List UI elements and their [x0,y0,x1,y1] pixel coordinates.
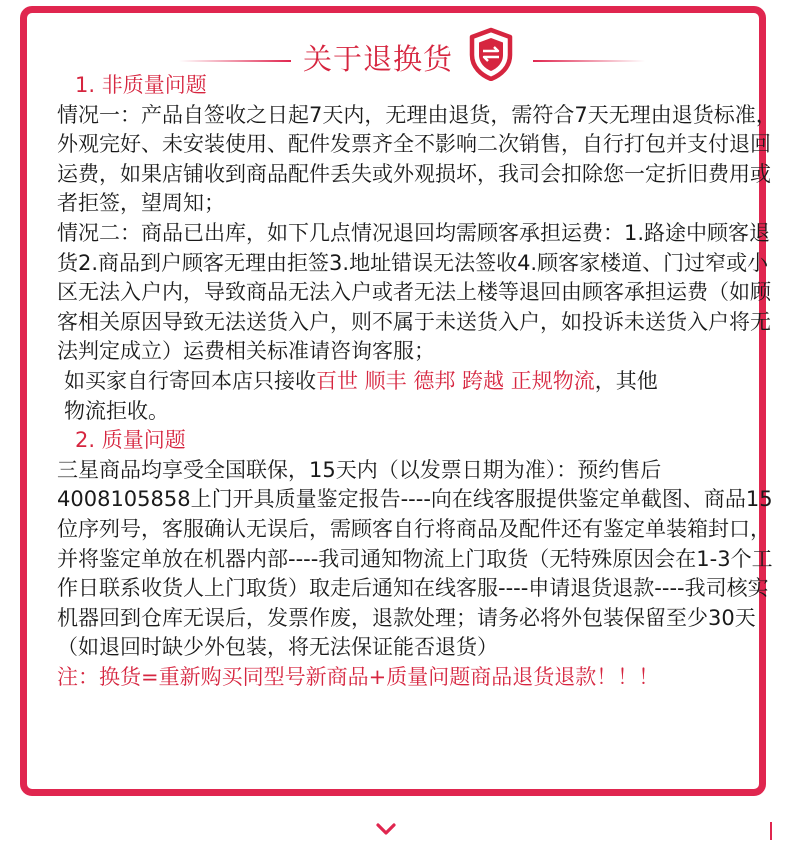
quality-text: 三星商品均享受全国联保，15天内（以发票日期为准）：预约售后4008105858上门开具质量鉴定报告----向在线客服提供鉴定单截图、商品15位序列号，客服确认无误后，需顾客自行将商品及配件还有鉴定单装箱封口，并将鉴定单放在机器内部----我司通知物流上门取货（无特殊原因会在1-3个工作日联系收货人上门取货）取走后通知在线客服----申请退货退款----我司核实机器回到仓库无误后，发票作废，退款处理；请务必将外包装保留至少30天（如退回时缺少外包装，将无法保证能否退货） [57,457,773,660]
edge-mark [770,822,772,840]
exchange-note: 注：换货=重新购买同型号新商品+质量问题商品退货退款！！！ [57,664,660,689]
header-divider-left [179,60,291,62]
chevron-down-icon [375,822,397,836]
notice-frame [20,6,777,796]
page-title: 关于退换货 [303,42,454,76]
notice-content [57,71,777,692]
section-title-non-quality: 1. 非质量问题 [75,73,207,97]
section-title-quality: 2. 质量问题 [75,428,186,453]
courier-suffix: ，其他 [594,368,658,393]
case-one-text: 情况一：产品自签收之日起7天内，无理由退货，需符合7天无理由退货标准，外观完好、未安装使用、配件发票齐全不影响二次销售，自行打包并支付退回运费，如果店铺收到商品配件丢失或外观损坏，我司会扣除您一定折旧费用或者拒签，望周知； [57,102,777,216]
courier-line-two: 物流拒收。 [64,398,169,423]
courier-list: 百世 顺丰 德邦 跨越 正规物流 [316,368,595,393]
header-divider-right [533,60,645,62]
case-two-text: 情况二：商品已出库，如下几点情况退回均需顾客承担运费：1.路途中顾客退货2.商品到户顾客无理由拒签3.地址错误无法签收4.顾客家楼道、门过窄或小区无法入户内，导致商品无法入户或者无法上楼等退回由顾客承担运费（如顾客相关原因导致无法送货入户，则不属于未送货入户，如投诉未送货入户将无法判定成立）运费相关标准请咨询客服； [57,220,771,364]
courier-line [57,367,777,397]
courier-prefix: 如买家自行寄回本店只接收 [64,368,316,393]
